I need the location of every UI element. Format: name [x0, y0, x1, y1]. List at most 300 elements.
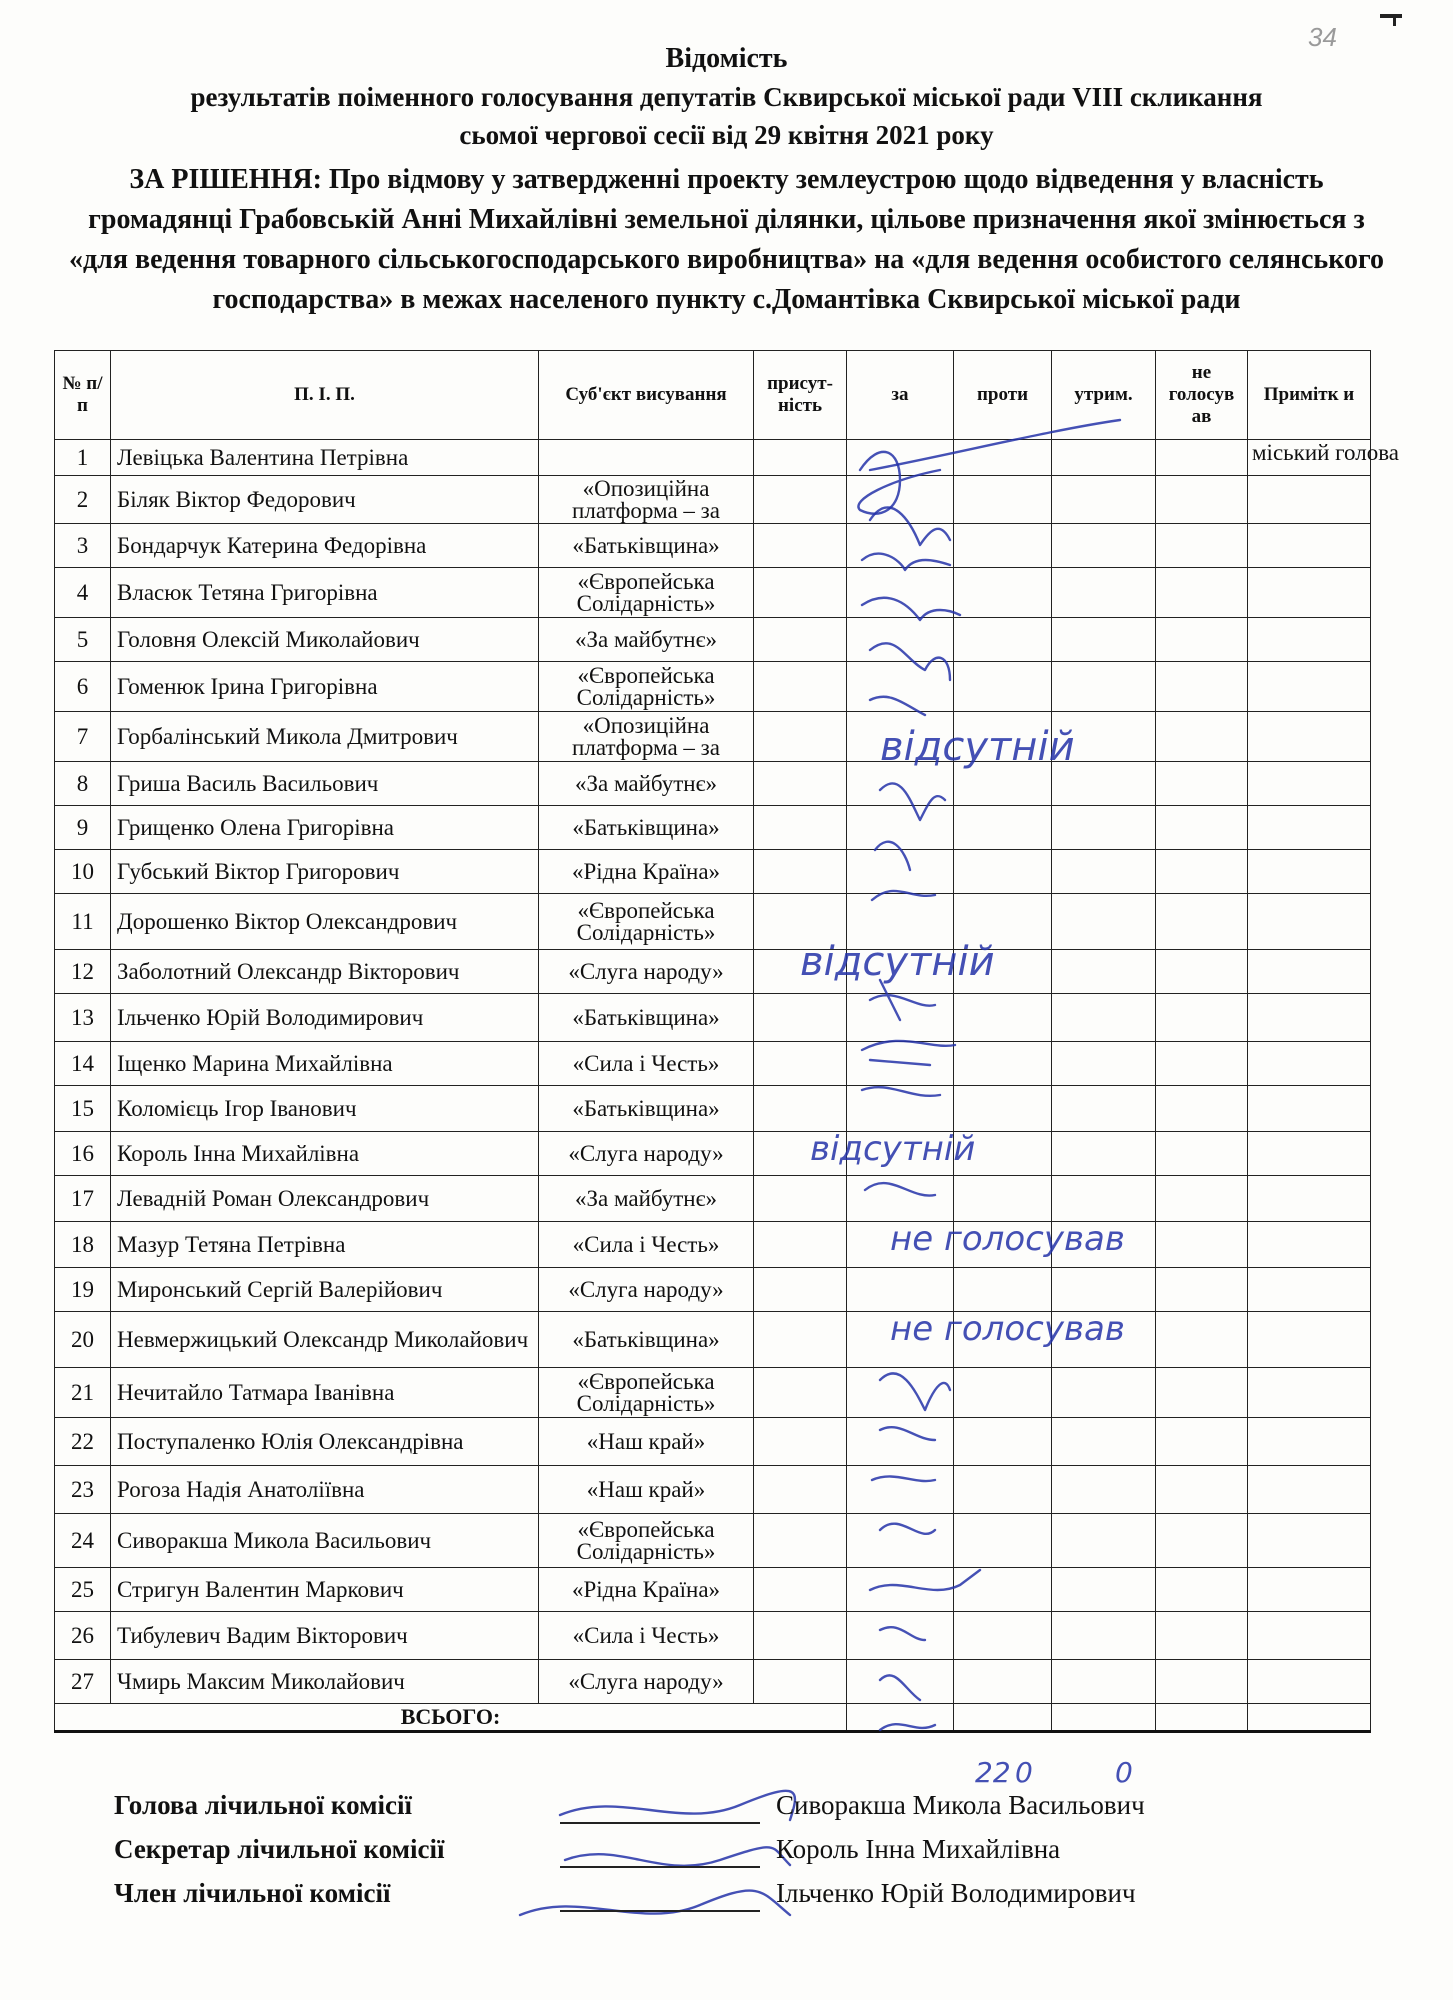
header-party: Суб'єкт висування: [539, 351, 754, 440]
nominating-party: «За майбутнє»: [539, 618, 754, 662]
nominating-party: «Наш край»: [539, 1466, 754, 1514]
present-cell: [754, 1514, 847, 1568]
decision-text: ЗА РІШЕННЯ: Про відмову у затвердженні проекту землеустрою щодо відведення у власність громадянці Грабовській Анні Михайлівні земельної ділянки, цільове призначення якої змінюється з «для ведення товарного сільськогосподарського виробництва» на «для ведення особистого селянського господарства» в межах населеного пункту с.Домантівка Сквирської міської ради: [68, 164, 1384, 315]
note-cell: [1248, 1176, 1371, 1222]
row-number: 12: [55, 950, 111, 994]
row-number: 18: [55, 1222, 111, 1268]
nominating-party: «Опозиційна платформа – за: [539, 476, 754, 524]
note-cell: [1248, 1418, 1371, 1466]
table-row: [55, 1222, 1371, 1268]
row-number: 11: [55, 894, 111, 950]
vote-for-cell: [847, 1466, 954, 1514]
not-voted-cell: [1156, 950, 1248, 994]
present-cell: [754, 762, 847, 806]
vote-for-cell: [847, 850, 954, 894]
present-cell: [754, 440, 847, 476]
row-number: 25: [55, 1568, 111, 1612]
signature-role: Голова лічильної комісії: [114, 1790, 412, 1820]
vote-abstain-cell: [1052, 762, 1156, 806]
page-number: 34: [1308, 22, 1337, 52]
not-voted-cell: [1156, 850, 1248, 894]
table-row: [55, 1176, 1371, 1222]
total-abstain-mark: 0: [1115, 1756, 1133, 1789]
present-cell: [754, 1312, 847, 1368]
vote-for-cell: [847, 1268, 954, 1312]
note-cell: [1248, 850, 1371, 894]
corner-mark-stem: [1393, 14, 1396, 26]
total-label: ВСЬОГО:: [55, 1704, 847, 1732]
note-cell: [1248, 1042, 1371, 1086]
vote-for-cell: [847, 1568, 954, 1612]
note-cell: [1248, 1222, 1371, 1268]
present-cell: [754, 618, 847, 662]
nominating-party: «Європейська Солідарність»: [539, 662, 754, 712]
corner-mark: [1380, 14, 1402, 18]
vote-abstain-cell: [1052, 1466, 1156, 1514]
nominating-party: [539, 440, 754, 476]
present-cell: [754, 712, 847, 762]
header-abstain: утрим.: [1052, 351, 1156, 440]
row-number: 3: [55, 524, 111, 568]
total-abstain-cell: [1052, 1704, 1156, 1732]
table-row: [55, 1268, 1371, 1312]
signature-row-secretary: [114, 1834, 1414, 1878]
vote-abstain-cell: [1052, 1368, 1156, 1418]
signature-line: [560, 1822, 760, 1824]
not-voted-cell: [1156, 1222, 1248, 1268]
not-voted-cell: [1156, 712, 1248, 762]
document-header: [40, 40, 1413, 320]
note-cell: [1248, 894, 1371, 950]
table-row: [55, 1132, 1371, 1176]
vote-for-cell: [847, 662, 954, 712]
vote-abstain-cell: [1052, 524, 1156, 568]
not-voted-cell: [1156, 994, 1248, 1042]
present-cell: [754, 1612, 847, 1660]
table-row: [55, 850, 1371, 894]
vote-for-cell: [847, 1312, 954, 1368]
nominating-party: «За майбутнє»: [539, 762, 754, 806]
not-voted-cell: [1156, 1466, 1248, 1514]
signature-block: [114, 1790, 1414, 1922]
vote-against-cell: [954, 1612, 1052, 1660]
nominating-party: «Рідна Країна»: [539, 850, 754, 894]
table-row: [55, 1612, 1371, 1660]
vote-for-cell: [847, 1086, 954, 1132]
row-number: 4: [55, 568, 111, 618]
vote-for-cell: [847, 1514, 954, 1568]
row-number: 8: [55, 762, 111, 806]
total-not-voted-cell: [1156, 1704, 1248, 1732]
row-number: 14: [55, 1042, 111, 1086]
deputy-name: Рогоза Надія Анатоліївна: [111, 1466, 539, 1514]
absent-mark-row11: відсутній: [800, 939, 995, 985]
vote-abstain-cell: [1052, 476, 1156, 524]
vote-abstain-cell: [1052, 712, 1156, 762]
note-cell: [1248, 1312, 1371, 1368]
row-number: 6: [55, 662, 111, 712]
note-cell: [1248, 662, 1371, 712]
not-voted-cell: [1156, 618, 1248, 662]
vote-against-cell: [954, 1042, 1052, 1086]
table-body: [55, 440, 1399, 1732]
deputy-name: Ільченко Юрій Володимирович: [111, 994, 539, 1042]
vote-abstain-cell: [1052, 1176, 1156, 1222]
row-number: 20: [55, 1312, 111, 1368]
table-row: [55, 524, 1371, 568]
vote-for-cell: [847, 1660, 954, 1704]
header-name: П. І. П.: [111, 351, 539, 440]
row-number: 5: [55, 618, 111, 662]
vote-for-cell: [847, 1368, 954, 1418]
table-header-row: [55, 351, 1371, 440]
row-number: 13: [55, 994, 111, 1042]
vote-against-cell: [954, 1132, 1052, 1176]
nominating-party: «Європейська Солідарність»: [539, 894, 754, 950]
not-voted-cell: [1156, 568, 1248, 618]
not-voted-cell: [1156, 1042, 1248, 1086]
nominating-party: «Європейська Солідарність»: [539, 1368, 754, 1418]
table-row: [55, 1312, 1371, 1368]
vote-abstain-cell: [1052, 894, 1156, 950]
vote-against-cell: [954, 994, 1052, 1042]
deputy-name: Горбалінський Микола Дмитрович: [111, 712, 539, 762]
table-row: [55, 568, 1371, 618]
row-number: 17: [55, 1176, 111, 1222]
present-cell: [754, 1660, 847, 1704]
vote-against-cell: [954, 1268, 1052, 1312]
deputy-name: Сиворакша Микола Васильович: [111, 1514, 539, 1568]
not-voted-cell: [1156, 440, 1248, 476]
deputy-name: Заболотний Олександр Вікторович: [111, 950, 539, 994]
table-row: [55, 950, 1371, 994]
vote-for-cell: [847, 894, 954, 950]
note-cell: [1248, 712, 1371, 762]
deputy-name: Мазур Тетяна Петрівна: [111, 1222, 539, 1268]
note-cell: [1248, 618, 1371, 662]
vote-for-cell: [847, 950, 954, 994]
deputy-name: Іщенко Марина Михайлівна: [111, 1042, 539, 1086]
signature-line: [560, 1866, 760, 1868]
note-cell: [1248, 1612, 1371, 1660]
vote-abstain-cell: [1052, 662, 1156, 712]
header-not-voted: не голосув ав: [1156, 351, 1248, 440]
table-row: [55, 994, 1371, 1042]
vote-against-cell: [954, 618, 1052, 662]
vote-abstain-cell: [1052, 1568, 1156, 1612]
present-cell: [754, 1132, 847, 1176]
deputy-name: Стригун Валентин Маркович: [111, 1568, 539, 1612]
vote-for-cell: [847, 1418, 954, 1466]
nominating-party: «Європейська Солідарність»: [539, 568, 754, 618]
deputy-name: Поступаленко Юлія Олександрівна: [111, 1418, 539, 1466]
nominating-party: «Опозиційна платформа – за: [539, 712, 754, 762]
note-cell: [1248, 950, 1371, 994]
vote-for-cell: [847, 1176, 954, 1222]
table-row: [55, 1514, 1371, 1568]
vote-against-cell: [954, 440, 1052, 476]
deputy-name: Левадній Роман Олександрович: [111, 1176, 539, 1222]
vote-for-cell: [847, 1612, 954, 1660]
not-voted-mark-row19: не голосував: [890, 1309, 1125, 1349]
not-voted-cell: [1156, 524, 1248, 568]
not-voted-cell: [1156, 662, 1248, 712]
note-cell: [1248, 1268, 1371, 1312]
table-row: [55, 1466, 1371, 1514]
table-row: [55, 712, 1371, 762]
vote-for-cell: [847, 476, 954, 524]
note-cell: [1248, 524, 1371, 568]
present-cell: [754, 806, 847, 850]
not-voted-cell: [1156, 894, 1248, 950]
row-number: 2: [55, 476, 111, 524]
row-number: 26: [55, 1612, 111, 1660]
header-num: № п/п: [55, 351, 111, 440]
nominating-party: «Сила і Честь»: [539, 1222, 754, 1268]
vote-abstain-cell: [1052, 850, 1156, 894]
table-row: [55, 662, 1371, 712]
vote-against-cell: [954, 806, 1052, 850]
vote-abstain-cell: [1052, 1418, 1156, 1466]
vote-abstain-cell: [1052, 568, 1156, 618]
vote-for-cell: [847, 712, 954, 762]
nominating-party: «Сила і Честь»: [539, 1042, 754, 1086]
present-cell: [754, 1042, 847, 1086]
note-cell: [1248, 994, 1371, 1042]
vote-for-cell: [847, 1222, 954, 1268]
table-row: [55, 1368, 1371, 1418]
present-cell: [754, 662, 847, 712]
vote-against-cell: [954, 1514, 1052, 1568]
vote-abstain-cell: [1052, 1042, 1156, 1086]
signature-row-chair: [114, 1790, 1414, 1834]
header-for: за: [847, 351, 954, 440]
vote-against-cell: [954, 1312, 1052, 1368]
nominating-party: «Батьківщина»: [539, 1312, 754, 1368]
vote-for-cell: [847, 1132, 954, 1176]
present-cell: [754, 1086, 847, 1132]
vote-for-cell: [847, 994, 954, 1042]
table-row: [55, 1086, 1371, 1132]
nominating-party: «Батьківщина»: [539, 1086, 754, 1132]
vote-against-cell: [954, 476, 1052, 524]
present-cell: [754, 524, 847, 568]
row-number: 9: [55, 806, 111, 850]
nominating-party: «Слуга народу»: [539, 950, 754, 994]
vote-against-cell: [954, 1176, 1052, 1222]
row-number: 10: [55, 850, 111, 894]
vote-abstain-cell: [1052, 1660, 1156, 1704]
present-cell: [754, 1466, 847, 1514]
nominating-party: «Рідна Країна»: [539, 1568, 754, 1612]
row-number: 16: [55, 1132, 111, 1176]
not-voted-cell: [1156, 1086, 1248, 1132]
nominating-party: «Слуга народу»: [539, 1268, 754, 1312]
deputy-name: Гоменюк Ірина Григорівна: [111, 662, 539, 712]
total-against-cell: [954, 1704, 1052, 1732]
table-row: [55, 1042, 1371, 1086]
total-for-cell: [847, 1704, 954, 1732]
vote-for-cell: [847, 1042, 954, 1086]
present-cell: [754, 894, 847, 950]
deputy-name: Невмержицький Олександр Миколайович: [111, 1312, 539, 1368]
document-title: Відомість: [665, 43, 788, 74]
not-voted-mark-row17: не голосував: [890, 1219, 1125, 1259]
note-cell: [1248, 1086, 1371, 1132]
deputy-name: Власюк Тетяна Григорівна: [111, 568, 539, 618]
table-row: [55, 476, 1371, 524]
deputy-name: Бондарчук Катерина Федорівна: [111, 524, 539, 568]
vote-abstain-cell: [1052, 950, 1156, 994]
nominating-party: «За майбутнє»: [539, 1176, 754, 1222]
not-voted-cell: [1156, 1268, 1248, 1312]
present-cell: [754, 1368, 847, 1418]
vote-against-cell: [954, 1368, 1052, 1418]
note-cell: [1248, 476, 1371, 524]
present-cell: [754, 1268, 847, 1312]
vote-against-cell: [954, 762, 1052, 806]
present-cell: [754, 1568, 847, 1612]
table-row: [55, 618, 1371, 662]
row-number: 23: [55, 1466, 111, 1514]
note-cell: [1248, 1568, 1371, 1612]
table-row: [55, 762, 1371, 806]
vote-abstain-cell: [1052, 440, 1156, 476]
total-row: [55, 1704, 1371, 1732]
header-present: присут-ність: [754, 351, 847, 440]
row-number: 7: [55, 712, 111, 762]
total-note-cell: [1248, 1704, 1371, 1732]
note-cell: [1248, 762, 1371, 806]
signature-role: Секретар лічильної комісії: [114, 1834, 445, 1864]
nominating-party: «Європейська Солідарність»: [539, 1514, 754, 1568]
not-voted-cell: [1156, 1418, 1248, 1466]
table-row: [55, 1660, 1371, 1704]
absent-mark-row7: відсутній: [880, 724, 1075, 770]
not-voted-cell: [1156, 1312, 1248, 1368]
deputy-name: Король Інна Михайлівна: [111, 1132, 539, 1176]
document-subtitle-1: результатів поіменного голосування депутатів Сквирської міської ради VIII скликання: [190, 82, 1263, 112]
not-voted-cell: [1156, 1176, 1248, 1222]
total-for-mark: 22: [975, 1756, 1011, 1789]
not-voted-cell: [1156, 1568, 1248, 1612]
vote-for-cell: [847, 568, 954, 618]
vote-against-cell: [954, 1568, 1052, 1612]
note-cell: [1248, 1132, 1371, 1176]
note-cell: [1248, 1660, 1371, 1704]
vote-against-cell: [954, 1660, 1052, 1704]
table-row: [55, 894, 1371, 950]
vote-against-cell: [954, 850, 1052, 894]
signature-role: Член лічильної комісії: [114, 1878, 391, 1908]
deputy-name: Гриша Василь Васильович: [111, 762, 539, 806]
deputy-name: Біляк Віктор Федорович: [111, 476, 539, 524]
nominating-party: «Сила і Честь»: [539, 1612, 754, 1660]
row-number: 27: [55, 1660, 111, 1704]
vote-against-cell: [954, 950, 1052, 994]
deputy-name: Тибулевич Вадим Вікторович: [111, 1612, 539, 1660]
note-cell: [1248, 1368, 1371, 1418]
signature-name: Король Інна Михайлівна: [776, 1834, 1061, 1864]
vote-against-cell: [954, 894, 1052, 950]
not-voted-cell: [1156, 806, 1248, 850]
row-number: 19: [55, 1268, 111, 1312]
table-row: [55, 806, 1371, 850]
not-voted-cell: [1156, 476, 1248, 524]
header-note: Примітк и: [1248, 351, 1371, 440]
vote-for-cell: [847, 440, 954, 476]
row-number: 15: [55, 1086, 111, 1132]
vote-abstain-cell: [1052, 806, 1156, 850]
deputy-name: Чмирь Максим Миколайович: [111, 1660, 539, 1704]
note-cell: [1248, 806, 1371, 850]
not-voted-cell: [1156, 1514, 1248, 1568]
vote-abstain-cell: [1052, 1312, 1156, 1368]
deputy-name: Грищенко Олена Григорівна: [111, 806, 539, 850]
row-number: 22: [55, 1418, 111, 1466]
not-voted-cell: [1156, 1132, 1248, 1176]
nominating-party: «Батьківщина»: [539, 994, 754, 1042]
row-number: 24: [55, 1514, 111, 1568]
deputy-name: Левіцька Валентина Петрівна: [111, 440, 539, 476]
voting-table: [54, 350, 1399, 1733]
not-voted-cell: [1156, 1612, 1248, 1660]
header-against: проти: [954, 351, 1052, 440]
table-row: [55, 1418, 1371, 1466]
nominating-party: «Слуга народу»: [539, 1660, 754, 1704]
present-cell: [754, 476, 847, 524]
note-cell: [1248, 1466, 1371, 1514]
signature-line: [560, 1910, 760, 1912]
vote-abstain-cell: [1052, 1222, 1156, 1268]
present-cell: [754, 1222, 847, 1268]
vote-against-cell: [954, 662, 1052, 712]
vote-for-cell: [847, 806, 954, 850]
vote-abstain-cell: [1052, 618, 1156, 662]
not-voted-cell: [1156, 1660, 1248, 1704]
vote-abstain-cell: [1052, 1514, 1156, 1568]
vote-for-cell: [847, 762, 954, 806]
vote-abstain-cell: [1052, 1132, 1156, 1176]
signature-row-member: [114, 1878, 1414, 1922]
absent-mark-row15: відсутній: [810, 1129, 976, 1169]
vote-abstain-cell: [1052, 1086, 1156, 1132]
deputy-name: Коломієць Ігор Іванович: [111, 1086, 539, 1132]
deputy-name: Головня Олексій Миколайович: [111, 618, 539, 662]
vote-against-cell: [954, 1418, 1052, 1466]
vote-for-cell: [847, 524, 954, 568]
vote-against-cell: [954, 1466, 1052, 1514]
vote-for-cell: [847, 618, 954, 662]
vote-abstain-cell: [1052, 994, 1156, 1042]
deputy-name: Губський Віктор Григорович: [111, 850, 539, 894]
deputy-name: Дорошенко Віктор Олександрович: [111, 894, 539, 950]
document-subtitle-2: сьомої чергової сесії від 29 квітня 2021 року: [459, 120, 994, 150]
vote-abstain-cell: [1052, 1612, 1156, 1660]
table-row: [55, 440, 1371, 476]
nominating-party: «Наш край»: [539, 1418, 754, 1466]
vote-against-cell: [954, 1222, 1052, 1268]
table-row: [55, 1568, 1371, 1612]
row-number: 1: [55, 440, 111, 476]
vote-against-cell: [954, 568, 1052, 618]
signature-name: Сиворакша Микола Васильович: [776, 1790, 1145, 1820]
present-cell: [754, 1418, 847, 1466]
present-cell: [754, 850, 847, 894]
not-voted-cell: [1156, 1368, 1248, 1418]
note-cell: [1248, 568, 1371, 618]
not-voted-cell: [1156, 762, 1248, 806]
